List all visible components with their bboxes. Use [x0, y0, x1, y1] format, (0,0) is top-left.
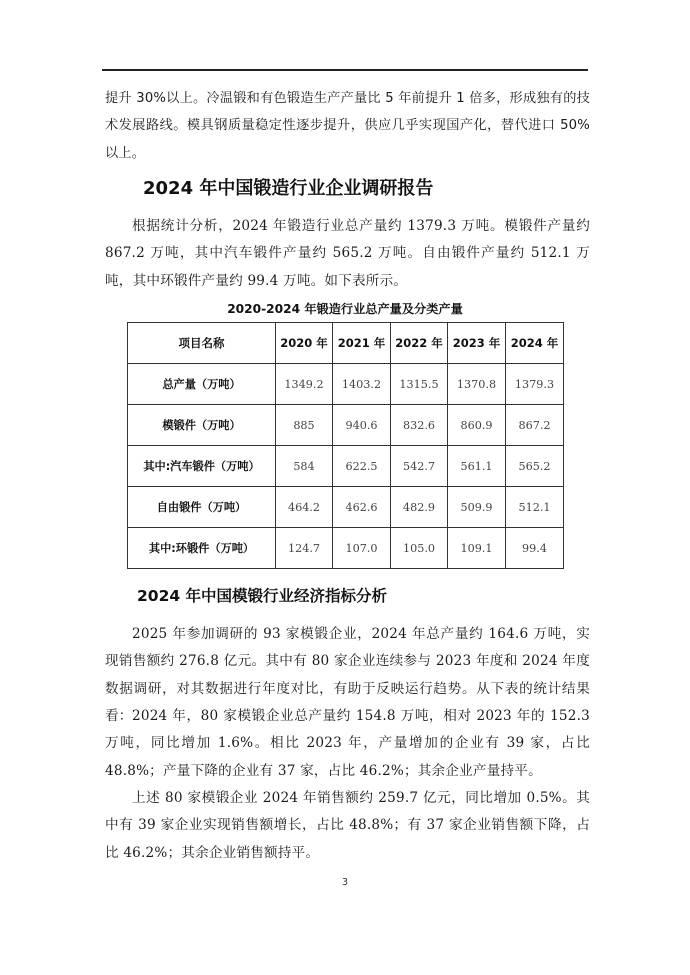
- row-label: 总产量（万吨）: [128, 364, 276, 405]
- cell-value: 860.9: [448, 405, 506, 446]
- header-year: 2021 年: [333, 323, 391, 364]
- table-row: [128, 446, 564, 487]
- section2-paragraph-2: 2024 年，80 家模锻企业总产量约 154.8 万吨，相对 2023 年的 152.3 万吨，同比增加 1.6%。相比 2023 年，产量增加的企业有 39 家，占比 48.8%；产量下降的企业有 37 家，占比 46.2%；其余企业产量持平。: [105, 708, 590, 779]
- table-row: [128, 405, 564, 446]
- header-rule: [102, 69, 588, 71]
- cell-value: 940.6: [333, 405, 391, 446]
- cell-value: 1403.2: [333, 364, 391, 405]
- header-year: 2022 年: [391, 323, 448, 364]
- cell-value: 509.9: [448, 487, 506, 528]
- cell-value: 105.0: [391, 528, 448, 569]
- cell-value: 542.7: [391, 446, 448, 487]
- cell-value: 109.1: [448, 528, 506, 569]
- cell-value: 885: [276, 405, 333, 446]
- row-label: 其中:汽车锻件（万吨）: [128, 446, 276, 487]
- header-year: 2024 年: [506, 323, 564, 364]
- cell-value: 565.2: [506, 446, 564, 487]
- section1-paragraph: 根据统计分析，2024 年锻造行业总产量约 1379.3 万吨。模锻件产量约 867.2 万吨，其中汽车锻件产量约 565.2 万吨。自由锻件产量约 512.1 万吨，其中环锻件产量约 99.4 万吨。如下表所示。: [105, 218, 590, 289]
- section-title-die-forging-analysis: 2024 年中国模锻行业经济指标分析: [137, 587, 388, 605]
- table-caption: 2020-2024 年锻造行业总产量及分类产量: [227, 302, 463, 316]
- header-year: 2020 年: [276, 323, 333, 364]
- table-header-row: [128, 323, 564, 364]
- row-label: 模锻件（万吨）: [128, 405, 276, 446]
- cell-value: 482.9: [391, 487, 448, 528]
- cell-value: 622.5: [333, 446, 391, 487]
- page-number: 3: [341, 877, 349, 888]
- cell-value: 464.2: [276, 487, 333, 528]
- table-row: [128, 487, 564, 528]
- production-table: [127, 322, 564, 569]
- header-year: 2023 年: [448, 323, 506, 364]
- row-label: 其中:环锻件（万吨）: [128, 528, 276, 569]
- section2-paragraph-1: 2025 年参加调研的 93 家模锻企业，2024 年总产量约 164.6 万吨，实现销售额约 276.8 亿元。其中有 80 家企业连续参与 2023 年度和 2024 年度数据调研，对其数据进行年度对比，有助于反映运行趋势。从下表的统计结果看：: [105, 626, 590, 725]
- cell-value: 1315.5: [391, 364, 448, 405]
- table-row: [128, 528, 564, 569]
- cell-value: 1370.8: [448, 364, 506, 405]
- cell-value: 99.4: [506, 528, 564, 569]
- cell-value: 124.7: [276, 528, 333, 569]
- cell-value: 561.1: [448, 446, 506, 487]
- cell-value: 1379.3: [506, 364, 564, 405]
- cell-value: 832.6: [391, 405, 448, 446]
- header-item-name: 项目名称: [128, 323, 276, 364]
- cell-value: 867.2: [506, 405, 564, 446]
- row-label: 自由锻件（万吨）: [128, 487, 276, 528]
- cell-value: 1349.2: [276, 364, 333, 405]
- section2-paragraph-3: 上述 80 家模锻企业 2024 年销售额约 259.7 亿元，同比增加 0.5%。其中有 39 家企业实现销售额增长，占比 48.8%；有 37 家企业销售额下降，占比 46.2%；其余企业销售额持平。: [105, 790, 590, 861]
- section-title-forging-report: 2024 年中国锻造行业企业调研报告: [143, 178, 434, 199]
- cell-value: 512.1: [506, 487, 564, 528]
- intro-paragraph: 提升 30%以上。冷温锻和有色锻造生产产量比 5 年前提升 1 倍多，形成独有的技术发展路线。模具钢质量稳定性逐步提升，供应几乎实现国产化，替代进口 50%以上。: [105, 91, 590, 161]
- cell-value: 462.6: [333, 487, 391, 528]
- cell-value: 584: [276, 446, 333, 487]
- cell-value: 107.0: [333, 528, 391, 569]
- table-row: [128, 364, 564, 405]
